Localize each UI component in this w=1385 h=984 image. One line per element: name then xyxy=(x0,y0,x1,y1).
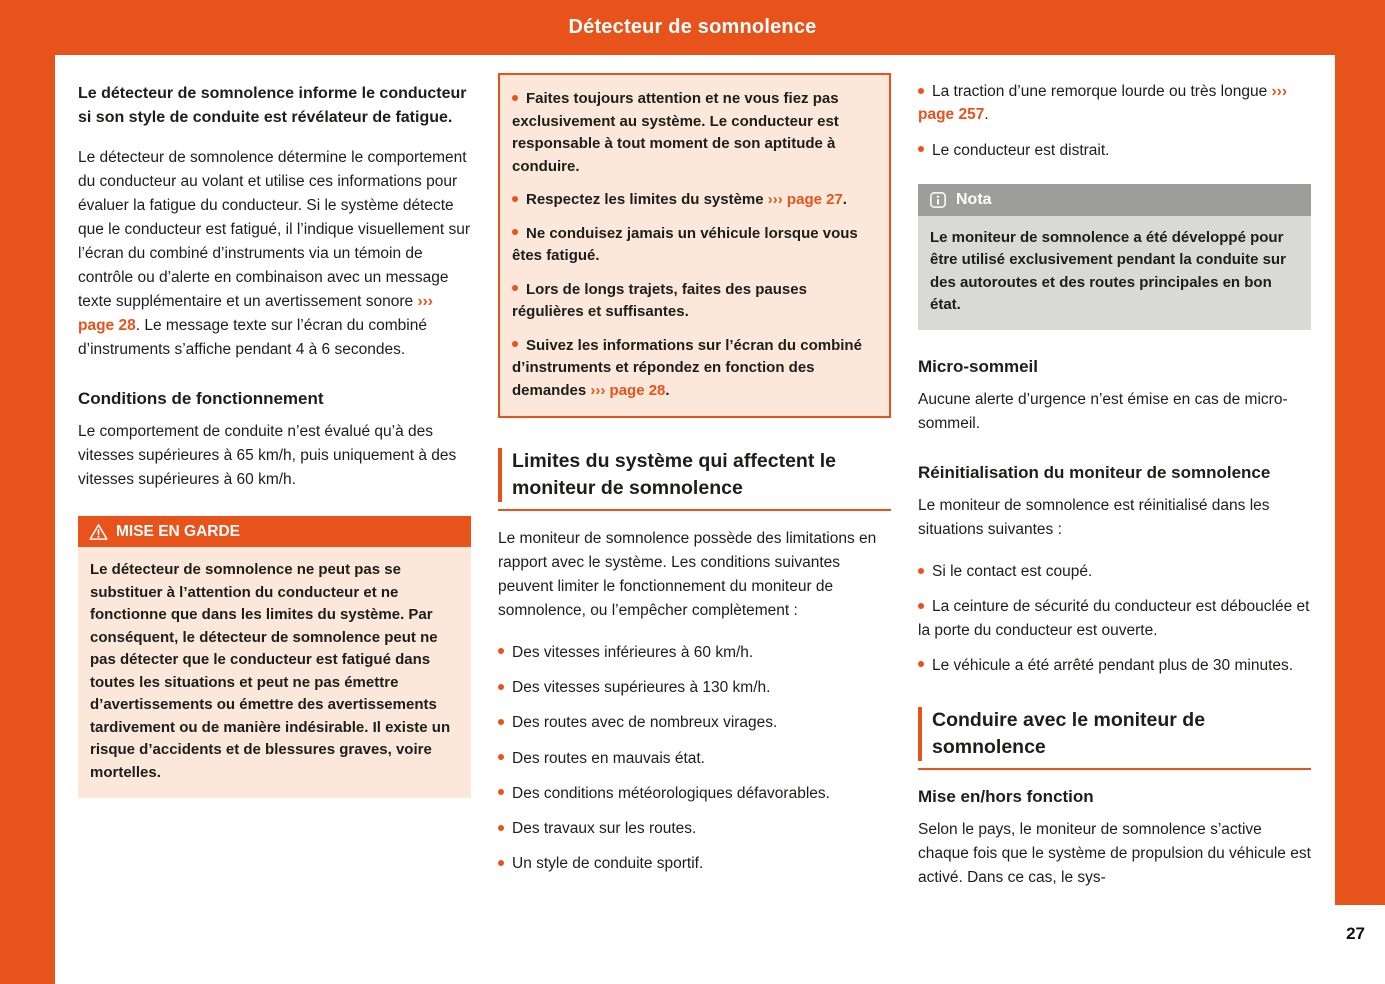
info-icon xyxy=(929,191,947,209)
section-heading-conduire xyxy=(918,707,1311,770)
page-frame-top xyxy=(0,0,1385,55)
limit-list-continued xyxy=(918,80,1311,162)
list-item-text xyxy=(932,142,1110,159)
attention-item-text xyxy=(512,337,862,399)
list-item-text: Des travaux sur les routes. xyxy=(512,820,697,838)
bullet-icon xyxy=(512,95,518,101)
attention-item xyxy=(512,88,877,178)
bullet-icon xyxy=(498,789,504,795)
bullet-icon xyxy=(498,719,504,725)
subheading-micro-sommeil: Micro-sommeil xyxy=(918,356,1038,376)
list-item-text: Un style de conduite sportif. xyxy=(512,855,704,873)
warning-box-header xyxy=(78,516,471,547)
list-item-text: Des vitesses supérieures à 130 km/h. xyxy=(512,679,771,697)
attention-item xyxy=(512,223,877,268)
warning-box xyxy=(78,516,471,798)
bullet-icon xyxy=(498,684,504,690)
body-paragraph: Aucune alerte d’urgence n’est émise en cas de micro-sommeil. xyxy=(918,390,1288,432)
attention-item-text xyxy=(512,281,807,321)
bullet-icon xyxy=(918,88,924,94)
attention-box xyxy=(498,73,891,418)
list-item xyxy=(498,782,891,805)
nota-box-body: Le moniteur de somnolence a été développé pour être utilisé exclusivement pendant la conduite sur des autoroutes et des routes principales en bon état. xyxy=(918,216,1311,330)
section-title: Limites du système qui affectent le moniteur de somnolence xyxy=(498,448,891,502)
bullet-icon xyxy=(512,229,518,235)
text-segment: Lors de longs trajets, faites des pauses régulières et suffisantes. xyxy=(512,280,807,320)
page-frame-right xyxy=(1335,0,1385,905)
list-item-text: Des routes en mauvais état. xyxy=(512,749,705,767)
text-segment: Faites toujours attention et ne vous fiez pas exclusivement au système. Le conducteur est responsable à tout moment de son aptitude à conduire. xyxy=(512,90,839,175)
page-reference: ››› page 27 xyxy=(767,191,843,208)
subheading-mise-en-hors-fonction: Mise en/hors fonction xyxy=(918,786,1094,806)
bullet-icon xyxy=(918,661,924,667)
list-item xyxy=(498,676,891,699)
section-heading-limites xyxy=(498,448,891,511)
list-item xyxy=(498,711,891,734)
bullet-icon xyxy=(918,568,924,574)
text-segment: Suivez les informations sur l’écran du combiné d’instruments et répondez en fonction des demandes xyxy=(512,336,862,399)
bullet-icon xyxy=(498,825,504,831)
warning-box-body: Le détecteur de somnolence ne peut pas se substituer à l’attention du conducteur et ne fonctionne que dans les limites du système. Par conséquent, le détecteur de somnolence peut ne pas détecter que le conducteur est fatigué dans toutes les situations et peut ne pas émettre d’avertissements ou émettre des avertissements tardivement ou de manière indésirable. Il existe un risque d’accidents et de blessures graves, voire mortelles. xyxy=(78,547,471,798)
bullet-icon xyxy=(512,341,518,347)
list-item xyxy=(918,595,1311,642)
bullet-icon xyxy=(498,648,504,654)
nota-box xyxy=(918,184,1311,330)
list-item-text xyxy=(918,83,1287,123)
text-segment: Respectez les limites du système xyxy=(526,191,768,208)
bullet-icon xyxy=(498,754,504,760)
text-segment: Ne conduisez jamais un véhicule lorsque vous êtes fatigué. xyxy=(512,224,858,264)
text-segment: . xyxy=(984,106,989,124)
body-paragraph: Selon le pays, le moniteur de somnolence s’active chaque fois que le système de propulsion du véhicule est activé. Dans ce cas, le sys- xyxy=(918,820,1311,886)
list-item-text: La ceinture de sécurité du conducteur est débouclée et la porte du conducteur est ouverte. xyxy=(918,598,1310,639)
body-paragraph: Le moniteur de somnolence est réinitialisé dans les situations suivantes : xyxy=(918,496,1270,538)
column-right xyxy=(918,73,1311,984)
section-underline xyxy=(498,509,891,511)
bullet-icon xyxy=(498,860,504,866)
body-paragraph xyxy=(78,146,471,362)
text-segment: Le conducteur est distrait. xyxy=(932,141,1110,159)
page-reference: ››› page 28 xyxy=(78,293,433,335)
nota-box-header xyxy=(918,184,1311,216)
warning-box-title: MISE EN GARDE xyxy=(116,522,241,540)
section-title: Conduire avec le moniteur de somnolence xyxy=(918,707,1311,761)
page-reference: ››› page 28 xyxy=(590,381,666,399)
attention-item-text xyxy=(512,225,858,265)
section-underline xyxy=(918,768,1311,770)
nota-box-title: Nota xyxy=(956,190,992,208)
text-segment: . Le message texte sur l’écran du combiné d’instruments s’affiche pendant 4 à 6 secondes. xyxy=(78,317,427,359)
column-left xyxy=(78,73,471,984)
list-item xyxy=(498,747,891,770)
list-item-text: Si le contact est coupé. xyxy=(932,563,1093,580)
text-segment: La traction d’une remorque lourde ou très longue xyxy=(932,83,1272,100)
list-item xyxy=(918,560,1311,583)
attention-item-text xyxy=(512,90,839,175)
list-item xyxy=(498,641,891,664)
page-number: 27 xyxy=(1346,924,1365,943)
list-item-text: Le véhicule a été arrêté pendant plus de 30 minutes. xyxy=(932,656,1294,674)
body-paragraph: Le comportement de conduite n’est évalué qu’à des vitesses supérieures à 65 km/h, puis uniquement à des vitesses supérieures à 60 km/h. xyxy=(78,423,457,489)
page-content xyxy=(55,55,1335,984)
text-segment: Le détecteur de somnolence détermine le comportement du conducteur au volant et utilise ces informations pour évaluer la fatigue du conducteur. Si le système détecte que le conducteur est fatigué, il l’indique visuellement sur l’écran du combiné d’instruments via un témoin de contrôle ou d’alerte en combinaison avec un message texte supplémentaire et un avertissement sonore xyxy=(78,149,471,311)
chapter-header-title: Détecteur de somnolence xyxy=(568,16,817,38)
bullet-icon xyxy=(918,603,924,609)
list-item-text: Des vitesses inférieures à 60 km/h. xyxy=(512,643,754,661)
list-item xyxy=(498,817,891,840)
intro-paragraph: Le détecteur de somnolence informe le conducteur si son style de conduite est révélateur de fatigue. xyxy=(78,85,467,126)
bullet-icon xyxy=(918,146,924,152)
bullet-icon xyxy=(512,285,518,291)
page-reference: ››› page 257 xyxy=(918,83,1287,124)
subheading-conditions: Conditions de fonctionnement xyxy=(78,389,324,409)
list-item xyxy=(918,654,1311,677)
attention-item xyxy=(512,335,877,403)
list-item-text: Des routes avec de nombreux virages. xyxy=(512,714,778,732)
bullet-icon xyxy=(512,196,518,202)
attention-item xyxy=(512,189,877,212)
attention-item xyxy=(512,279,877,324)
column-middle xyxy=(498,73,891,984)
body-paragraph: Le moniteur de somnolence possède des limitations en rapport avec le système. Les conditions suivantes peuvent limiter le fonctionnement du moniteur de somnolence, ou l’empêcher complètement : xyxy=(498,529,877,619)
text-segment: . xyxy=(665,381,670,399)
attention-item-text xyxy=(526,191,847,208)
list-item xyxy=(918,139,1311,162)
list-item xyxy=(918,80,1311,127)
list-item xyxy=(498,852,891,875)
warning-icon xyxy=(89,523,108,541)
page-frame-left xyxy=(0,0,55,984)
subheading-reinitialisation: Réinitialisation du moniteur de somnolence xyxy=(918,462,1271,482)
text-segment: . xyxy=(842,191,847,208)
list-item-text: Des conditions météorologiques défavorables. xyxy=(512,784,830,802)
